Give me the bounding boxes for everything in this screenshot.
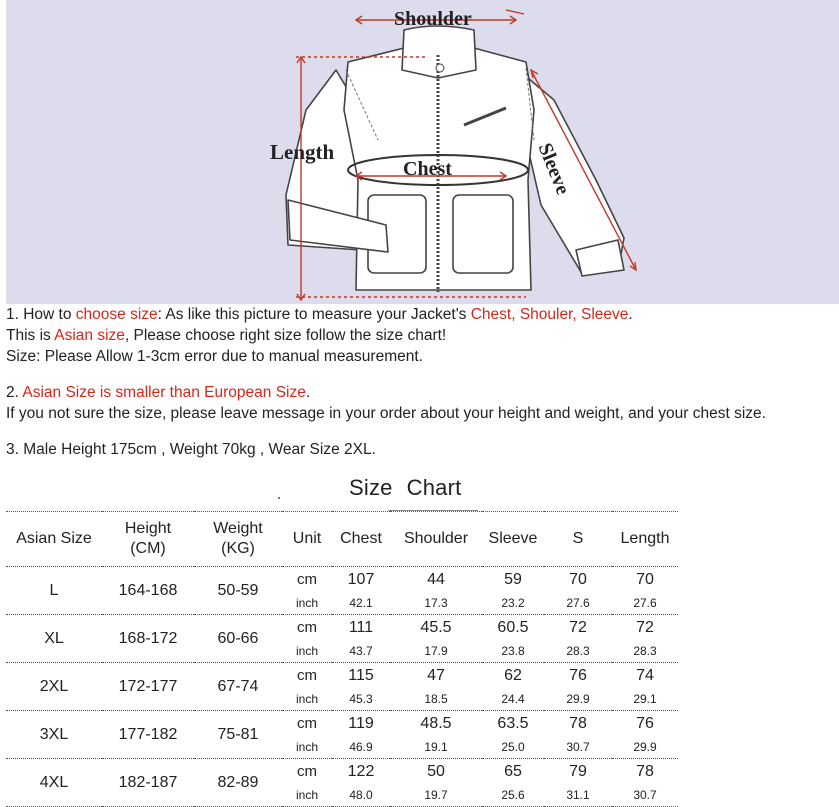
table-row [6, 567, 678, 593]
weight-cell: 60-66 [194, 615, 282, 663]
header-length: Length [612, 512, 678, 567]
unit-cm-cell: cm [297, 619, 317, 636]
sleeve-cm-cell: 60.5 [497, 618, 529, 636]
note-text: . [628, 306, 633, 323]
shoulder-inch-cell: 19.1 [390, 736, 482, 759]
shoulder-cm-cell: 44 [427, 570, 445, 588]
note-highlight: choose size [75, 306, 158, 323]
length-label: Length [270, 140, 335, 164]
length-cm-cell: 76 [636, 714, 654, 732]
sleeve-cm-cell: 62 [504, 666, 522, 684]
length-inch-cell: 29.1 [612, 688, 678, 711]
sleeve-cm-cell: 59 [504, 570, 522, 588]
weight-cell: 82-89 [194, 759, 282, 807]
size-chart-title [349, 475, 461, 501]
length-inch-cell: 29.9 [612, 736, 678, 759]
height-cell: 164-168 [102, 567, 194, 615]
sleeve-inch-cell: 25.6 [482, 784, 544, 807]
chest-cm-cell: 115 [348, 666, 374, 684]
title-word-1: Size [349, 475, 393, 500]
length-cm-cell: 74 [636, 666, 654, 684]
s-cm-cell: 76 [569, 666, 587, 684]
header-height-line2: (CM) [130, 540, 166, 557]
header-height [102, 512, 194, 567]
table-row [6, 615, 678, 641]
note-text: 2. [6, 384, 23, 401]
s-cm-cell: 79 [569, 762, 587, 780]
sleeve-cm-cell: 63.5 [497, 714, 529, 732]
sleeve-inch-cell: 23.8 [482, 640, 544, 663]
table-row [6, 663, 678, 689]
size-table [6, 511, 678, 807]
length-cm-cell: 78 [636, 762, 654, 780]
jacket-drawing [6, 0, 839, 304]
s-inch-cell: 30.7 [544, 736, 612, 759]
shoulder-label: Shoulder [394, 8, 472, 30]
unit-inch-cell: inch [282, 592, 332, 615]
shoulder-inch-cell: 17.9 [390, 640, 482, 663]
note-highlight: Asian size [54, 327, 125, 344]
note-line-3: Size: Please Allow 1-3cm error due to manual measurement. [6, 348, 423, 365]
size-cell: L [6, 567, 102, 615]
chest-inch-cell: 45.3 [332, 688, 390, 711]
note-line-2 [6, 326, 446, 346]
shoulder-cm-cell: 50 [427, 762, 445, 780]
chest-cm-cell: 119 [348, 714, 374, 732]
header-height-line1: Height [124, 520, 172, 537]
shoulder-cm-cell: 45.5 [420, 618, 452, 636]
size-cell: XL [6, 615, 102, 663]
header-sleeve: Sleeve [482, 512, 544, 567]
shoulder-cm-cell: 48.5 [420, 714, 452, 732]
unit-inch-cell: inch [282, 640, 332, 663]
chest-inch-cell: 42.1 [332, 592, 390, 615]
length-inch-cell: 28.3 [612, 640, 678, 663]
header-unit: Unit [282, 512, 332, 567]
header-asian-size: Asian Size [6, 512, 102, 567]
size-cell: 2XL [6, 663, 102, 711]
s-cm-cell: 70 [569, 570, 587, 588]
table-header-row [6, 512, 678, 567]
chest-inch-cell: 46.9 [332, 736, 390, 759]
table-row [6, 711, 678, 737]
note-text: . [305, 384, 311, 401]
sleeve-cm-cell: 65 [504, 762, 522, 780]
unit-cm-cell: cm [297, 715, 317, 732]
length-inch-cell: 27.6 [612, 592, 678, 615]
note-line-1 [6, 305, 633, 325]
s-cm-cell: 72 [569, 618, 587, 636]
weight-cell: 50-59 [194, 567, 282, 615]
length-cm-cell: 70 [636, 570, 654, 588]
height-cell: 182-187 [102, 759, 194, 807]
header-chest: Chest [332, 512, 390, 567]
unit-inch-cell: inch [282, 784, 332, 807]
decorative-dot [278, 497, 280, 499]
shoulder-cm-cell: 47 [427, 666, 445, 684]
s-inch-cell: 29.9 [544, 688, 612, 711]
height-cell: 177-182 [102, 711, 194, 759]
header-s: S [544, 512, 612, 567]
size-cell: 3XL [6, 711, 102, 759]
header-shoulder: Shoulder [390, 512, 482, 567]
shoulder-inch-cell: 18.5 [390, 688, 482, 711]
sleeve-inch-cell: 25.0 [482, 736, 544, 759]
s-inch-cell: 28.3 [544, 640, 612, 663]
note-text: : As like this picture to measure your Jacket's [157, 306, 471, 323]
header-weight-line2: (KG) [221, 540, 255, 557]
header-weight-line1: Weight [213, 520, 263, 537]
unit-inch-cell: inch [282, 688, 332, 711]
length-inch-cell: 30.7 [612, 784, 678, 807]
note-text: , Please choose right size follow the size chart! [124, 327, 447, 344]
note-highlight: Asian Size is smaller than European Size [22, 384, 306, 401]
s-cm-cell: 78 [569, 714, 587, 732]
header-weight [194, 512, 282, 567]
table-row [6, 759, 678, 785]
unit-cm-cell: cm [297, 667, 317, 684]
note-text: 1. How to [6, 306, 76, 323]
chest-label: Chest [403, 158, 452, 180]
sleeve-label: Sleeve [533, 140, 574, 198]
weight-cell: 67-74 [194, 663, 282, 711]
jacket-measurement-figure [6, 0, 839, 304]
size-cell: 4XL [6, 759, 102, 807]
note-text: This is [6, 327, 55, 344]
note-line-5: If you not sure the size, please leave message in your order about your height and weight, and your chest size. [6, 405, 766, 422]
note-line-4 [6, 383, 310, 403]
chest-cm-cell: 122 [347, 762, 375, 780]
note-line-6: 3. Male Height 175cm , Weight 70kg , Wear Size 2XL. [6, 441, 376, 458]
shoulder-inch-cell: 19.7 [390, 784, 482, 807]
chest-cm-cell: 107 [347, 570, 375, 588]
unit-cm-cell: cm [297, 763, 317, 780]
unit-cm-cell: cm [297, 571, 317, 588]
s-inch-cell: 31.1 [544, 784, 612, 807]
chest-inch-cell: 43.7 [332, 640, 390, 663]
sleeve-inch-cell: 23.2 [482, 592, 544, 615]
chest-cm-cell: 111 [348, 618, 374, 636]
weight-cell: 75-81 [194, 711, 282, 759]
chest-inch-cell: 48.0 [332, 784, 390, 807]
sleeve-inch-cell: 24.4 [482, 688, 544, 711]
height-cell: 172-177 [102, 663, 194, 711]
height-cell: 168-172 [102, 615, 194, 663]
length-cm-cell: 72 [636, 618, 654, 636]
shoulder-inch-cell: 17.3 [390, 592, 482, 615]
unit-inch-cell: inch [282, 736, 332, 759]
title-word-2: Chart [406, 475, 462, 500]
note-highlight: Chest, Shouler, Sleeve [470, 306, 629, 323]
s-inch-cell: 27.6 [544, 592, 612, 615]
